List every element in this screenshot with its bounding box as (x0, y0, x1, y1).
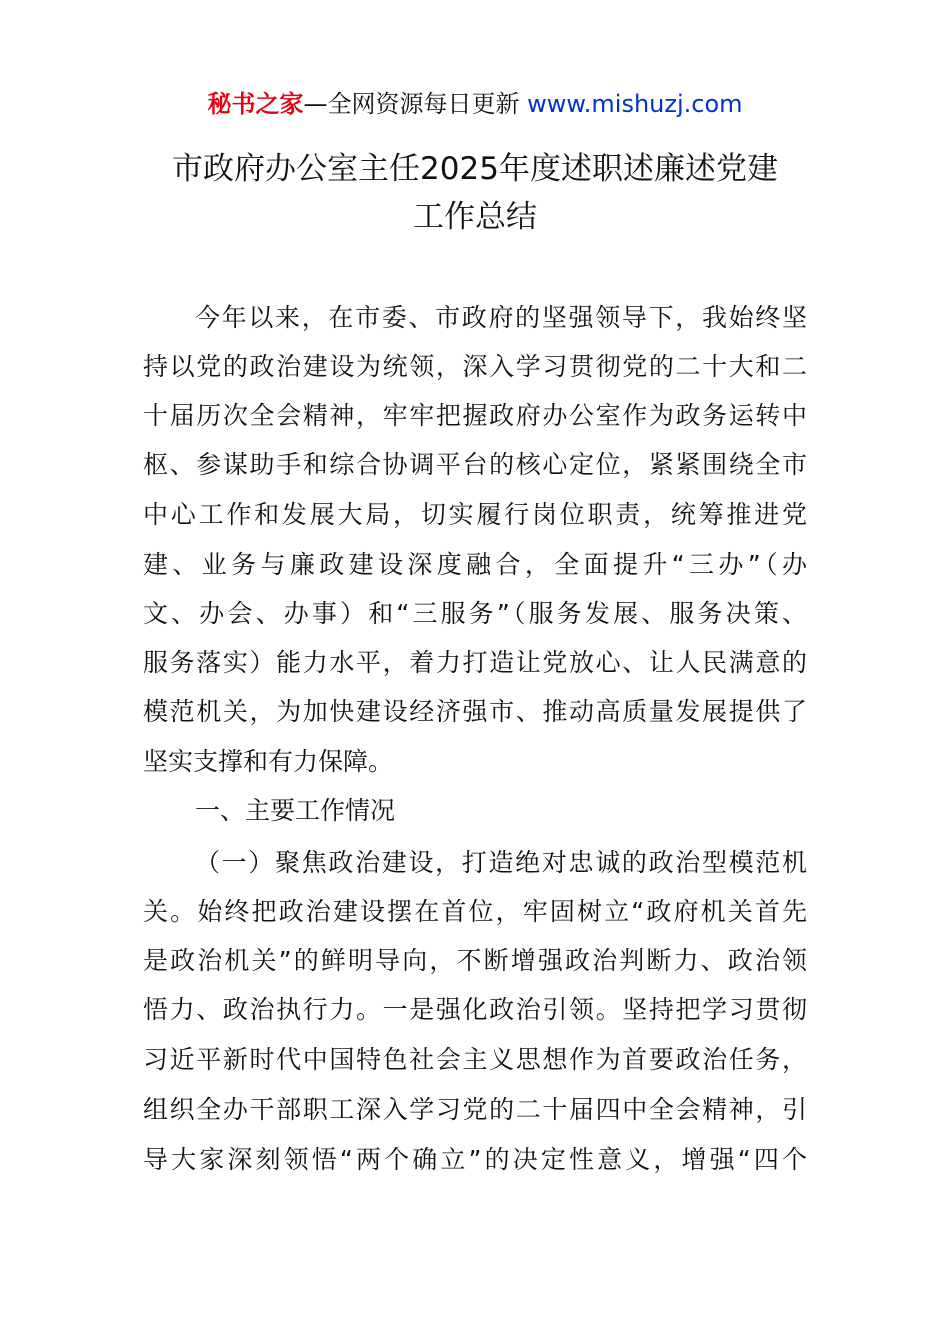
body-line: 今年以来，在市委、市政府的坚强领导下，我始终坚 (195, 303, 807, 332)
section-heading: 一、主要工作情况 (195, 796, 396, 825)
body-line: 模范机关，为加快建设经济强市、推动高质量发展提供了 (143, 697, 807, 726)
body-line: 关。始终把政治建设摆在首位，牢固树立“政府机关首先 (143, 897, 807, 926)
body-line: 是政治机关”的鲜明导向，不断增强政治判断力、政治领 (143, 946, 807, 975)
body-line: 服务落实）能力水平，着力打造让党放心、让人民满意的 (143, 648, 807, 677)
site-url-link[interactable]: www.mishuzj.com (527, 90, 743, 118)
body-line: 导大家深刻领悟“两个确立”的决定性意义，增强“四个 (143, 1145, 807, 1174)
body-line: 文、办会、办事）和“三服务”（服务发展、服务决策、 (143, 599, 807, 628)
body-line: 习近平新时代中国特色社会主义思想作为首要政治任务， (143, 1045, 807, 1074)
body-line: 组织全办干部职工深入学习党的二十届四中全会精神，引 (143, 1095, 807, 1124)
body-line: 枢、参谋助手和综合协调平台的核心定位，紧紧围绕全市 (143, 450, 807, 479)
subsection-heading: （一）聚焦政治建设，打造绝对忠诚的政治型模范机 (195, 848, 807, 877)
document-title-line-1: 市政府办公室主任2025年度述职述廉述党建 (172, 151, 778, 187)
document-title-line-2: 工作总结 (413, 199, 537, 235)
body-line: 坚实支撑和有力保障。 (143, 747, 394, 776)
body-line: 建、业务与廉政建设深度融合，全面提升“三办”（办 (143, 550, 807, 579)
body-line: 悟力、政治执行力。一是强化政治引领。坚持把学习贯彻 (143, 995, 807, 1024)
body-line: 十届历次全会精神，牢牢把握政府办公室作为政务运转中 (143, 401, 807, 430)
brand-name: 秘书之家 (207, 90, 304, 118)
site-header (0, 86, 950, 122)
body-line: 持以党的政治建设为统领，深入学习贯彻党的二十大和二 (143, 352, 807, 381)
body-line: 中心工作和发展大局，切实履行岗位职责，统筹推进党 (143, 500, 807, 529)
header-tagline: —全网资源每日更新 (303, 90, 528, 118)
